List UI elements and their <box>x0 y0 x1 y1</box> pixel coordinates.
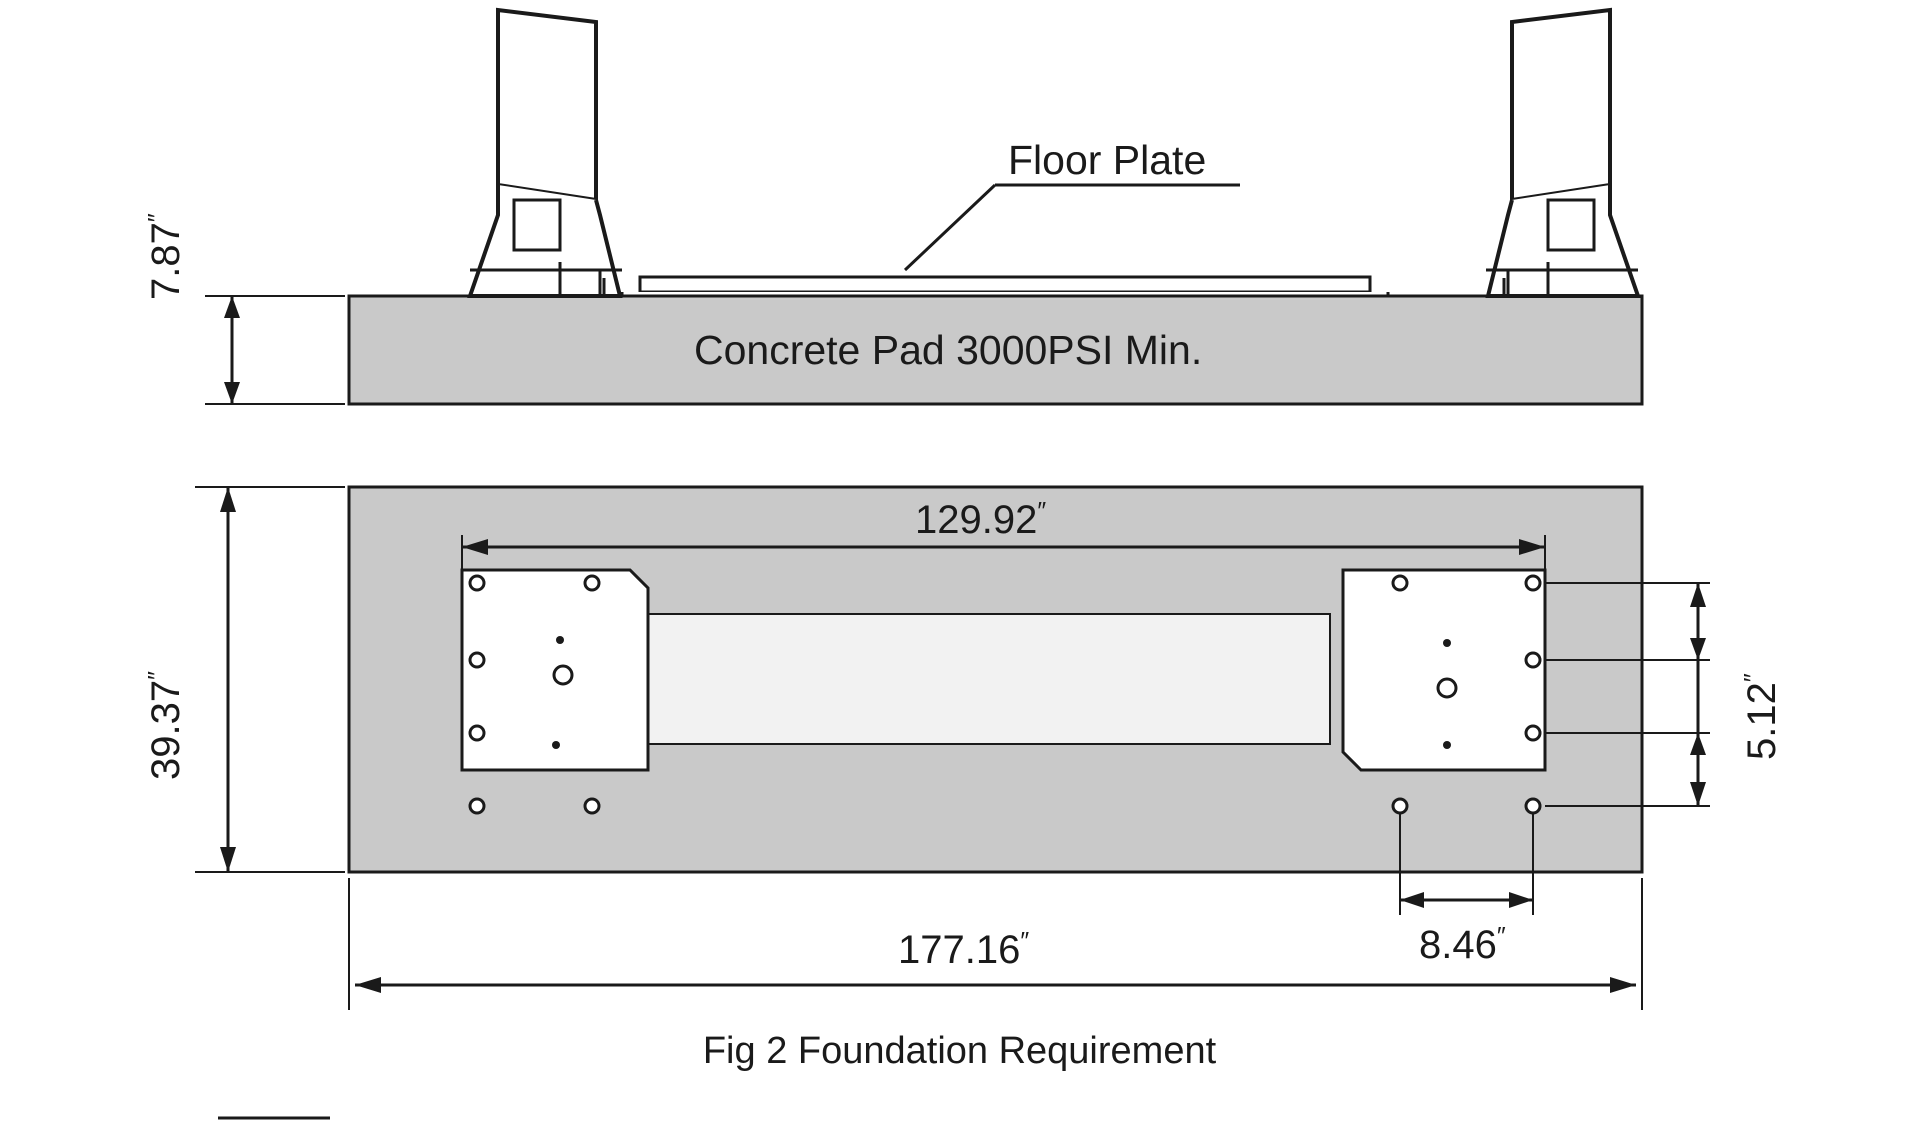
floor-plate-label: Floor Plate <box>1008 137 1207 183</box>
right-base-plate <box>1343 570 1545 770</box>
arrow-787-bottom <box>224 382 240 404</box>
anchor-hole <box>1393 576 1407 590</box>
anchor-hole <box>585 799 599 813</box>
dimension-value-17716: 177.16 <box>898 928 1021 972</box>
figure-caption: Fig 2 Foundation Requirement <box>702 1030 1217 1072</box>
arrow-512-top <box>1690 583 1706 607</box>
center-hole <box>554 666 572 684</box>
arrow-787-top <box>224 296 240 318</box>
anchor-hole <box>1526 653 1540 667</box>
dimension-value-3937: 39.37 <box>144 679 188 780</box>
right-post-bracket <box>1548 200 1594 250</box>
anchor-hole <box>470 576 484 590</box>
arrow-846-left <box>1400 892 1424 908</box>
pin-mark <box>552 741 560 749</box>
inch-symbol: ″ <box>1496 923 1506 951</box>
dimension-value-12992: 129.92 <box>915 498 1038 542</box>
arrow-846-right <box>1509 892 1533 908</box>
dimension-label-anchor-span-width <box>1742 673 1782 760</box>
left-post-column <box>498 10 596 200</box>
dimension-label-pad-thickness <box>146 213 186 300</box>
dimension-label-anchor-span-length <box>915 500 1046 540</box>
concrete-pad-label: Concrete Pad 3000PSI Min. <box>694 327 1203 373</box>
inch-symbol: ″ <box>1740 673 1768 683</box>
anchor-hole <box>1526 799 1540 813</box>
dimension-label-bolt-spacing <box>1419 925 1506 965</box>
anchor-hole <box>1393 799 1407 813</box>
pin-mark <box>1443 741 1451 749</box>
pin-mark <box>556 636 564 644</box>
dimension-value-846: 8.46 <box>1419 923 1497 967</box>
right-post-column <box>1512 10 1610 200</box>
floor-plate-shape <box>640 277 1370 292</box>
arrow-3937-top <box>220 487 236 512</box>
anchor-hole <box>1526 576 1540 590</box>
floor-plate-leader <box>905 185 995 270</box>
arrow-512-mid-down <box>1690 733 1706 755</box>
anchor-hole <box>1526 726 1540 740</box>
center-hole <box>1438 679 1456 697</box>
inch-symbol: ″ <box>144 213 172 223</box>
dimension-label-pad-length <box>898 930 1029 970</box>
arrow-512-bottom <box>1690 782 1706 806</box>
inch-symbol: ″ <box>1020 928 1030 956</box>
dimension-value-512: 5.12 <box>1740 682 1784 760</box>
anchor-hole <box>470 726 484 740</box>
arrow-3937-bottom <box>220 847 236 872</box>
inch-symbol: ″ <box>1037 498 1047 526</box>
dimension-value-787: 7.87 <box>144 222 188 300</box>
anchor-hole <box>585 576 599 590</box>
anchor-hole <box>470 799 484 813</box>
inch-symbol: ″ <box>144 671 172 680</box>
left-post-bracket <box>514 200 560 250</box>
pin-mark <box>1443 639 1451 647</box>
anchor-hole <box>470 653 484 667</box>
arrow-17716-right <box>1610 977 1636 993</box>
arrow-17716-left <box>355 977 381 993</box>
center-runway <box>640 614 1330 744</box>
floor-plate-base <box>622 292 1388 296</box>
arrow-512-mid-up <box>1690 638 1706 660</box>
dimension-label-pad-depth <box>146 671 186 780</box>
